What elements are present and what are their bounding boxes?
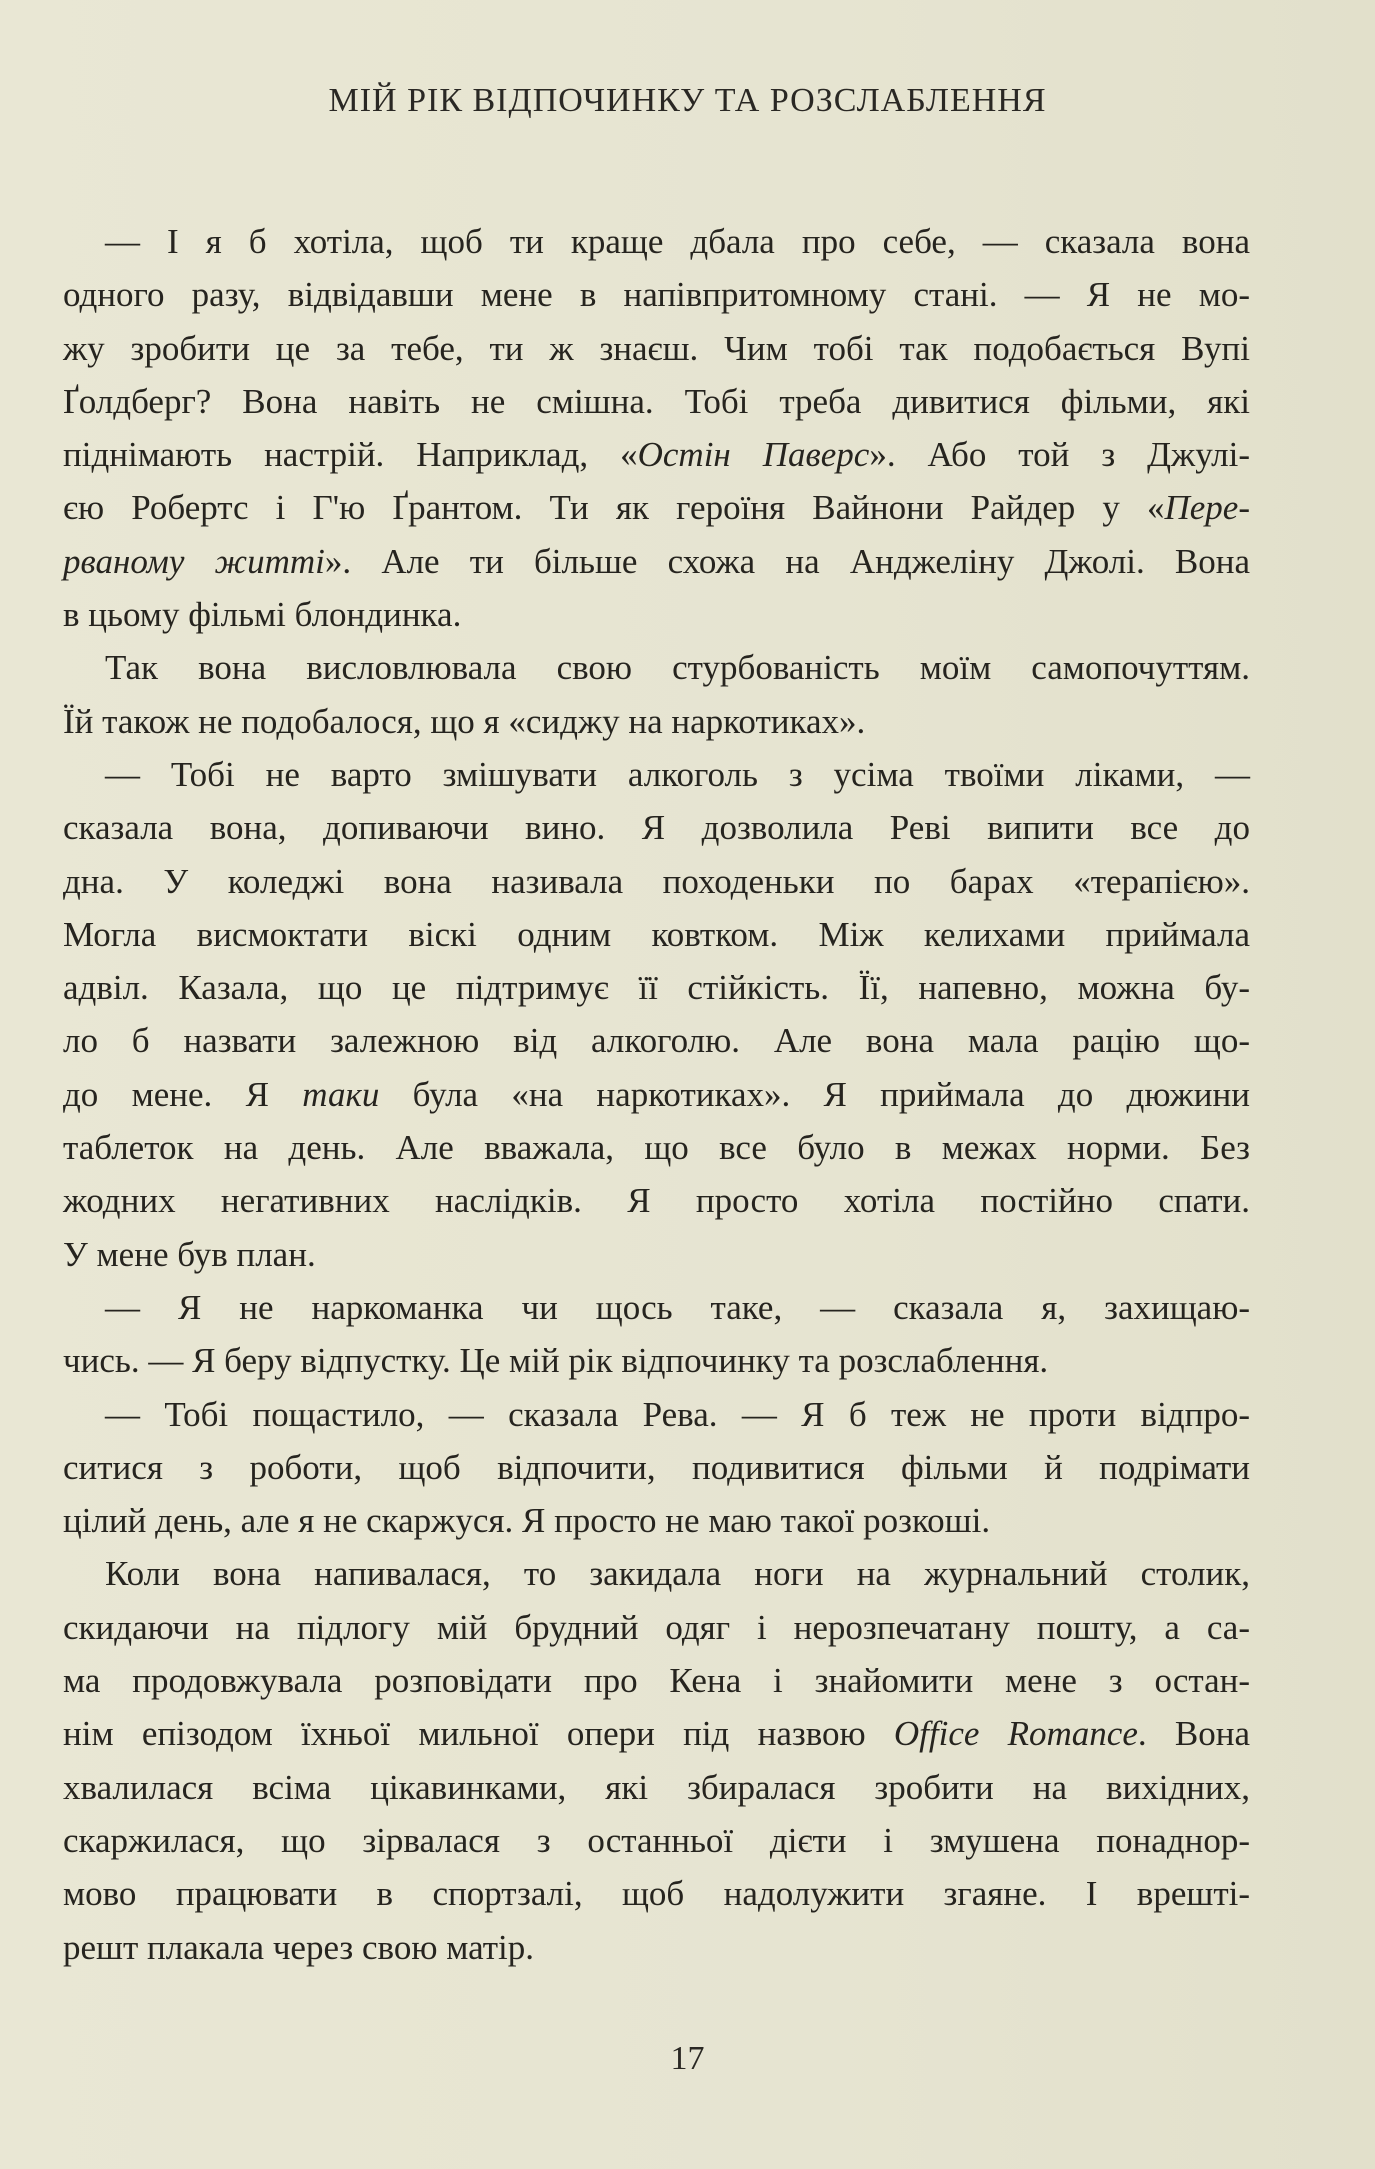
text-line: чись. — Я беру відпустку. Це мій рік відпочинку та розслаблення. xyxy=(63,1341,1049,1381)
text-line: мово працювати в спортзалі, щоб надолужити згаяне. І врешті- xyxy=(63,1874,1250,1914)
page-number: 17 xyxy=(670,2040,705,2077)
text-line: Так вона висловлювала свою стурбованість моїм самопочуттям. xyxy=(105,648,1250,688)
text-line: скидаючи на підлогу мій брудний одяг і нерозпечатану пошту, а са- xyxy=(63,1607,1250,1647)
text-line: Могла висмоктати віскі одним ковтком. Між келихами приймала xyxy=(63,914,1250,954)
text-run: до мене. Я xyxy=(63,1074,303,1114)
text-line xyxy=(63,535,1250,588)
text-line: сказала вона, допиваючи вино. Я дозволила Реві випити все до xyxy=(63,808,1250,848)
text-run: була «на наркотиках». Я приймала до дюжини xyxy=(379,1074,1250,1114)
text-line xyxy=(63,1068,1250,1121)
text-line xyxy=(63,428,1250,481)
text-line: Їй також не подобалося, що я «сиджу на наркотиках». xyxy=(63,701,866,741)
text-line: цілий день, але я не скаржуся. Я просто не маю такої розкоші. xyxy=(63,1501,991,1541)
italic-title: рваному житті xyxy=(63,541,325,581)
text-line: — Тобі пощастило, — сказала Рева. — Я б теж не проти відпро- xyxy=(105,1394,1250,1434)
text-line: одного разу, відвідавши мене в напівпритомному стані. — Я не мо- xyxy=(63,275,1250,315)
italic-word: таки xyxy=(302,1074,380,1114)
text-run: нім епізодом їхньої мильної опери під назвою xyxy=(63,1714,894,1754)
italic-title: Пере- xyxy=(1164,488,1250,528)
text-line: ло б назвати залежною від алкоголю. Але вона мала рацію що- xyxy=(63,1021,1250,1061)
italic-title: Остін Паверс xyxy=(637,435,870,475)
italic-title: Office Romance xyxy=(893,1714,1138,1754)
text-line: дна. У коледжі вона називала походеньки по барах «терапією». xyxy=(63,861,1250,901)
text-line: таблеток на день. Але вважала, що все було в межах норми. Без xyxy=(63,1128,1250,1168)
text-line: — І я б хотіла, щоб ти краще дбала про себе, — сказала вона xyxy=(105,222,1250,261)
text-line: адвіл. Казала, що це підтримує її стійкість. Її, напевно, можна бу- xyxy=(63,968,1250,1008)
text-line: — Я не наркоманка чи щось таке, — сказала я, захищаю- xyxy=(105,1287,1250,1327)
text-line: в цьому фільмі блондинка. xyxy=(63,595,462,635)
text-line: хвалилася всіма цікавинками, які збиралася зробити на вихідних, xyxy=(63,1767,1250,1807)
text-line: ма продовжувала розповідати про Кена і знайомити мене з остан- xyxy=(63,1661,1250,1701)
text-line: У мене був план. xyxy=(63,1234,316,1274)
text-run: ». Або той з Джулі- xyxy=(869,435,1250,475)
text-run: . Вона xyxy=(1137,1714,1250,1754)
text-run: піднімають настрій. Наприклад, « xyxy=(63,435,638,475)
text-run: ». Але ти більше схожа на Анджеліну Джолі. Вона xyxy=(324,541,1250,581)
text-line: ситися з роботи, щоб відпочити, подивитися фільми й подрімати xyxy=(63,1447,1250,1487)
text-line: жу зробити це за тебе, ти ж знаєш. Чим тобі так подобається Вупі xyxy=(63,328,1250,368)
text-line xyxy=(63,1707,1250,1760)
text-line xyxy=(63,481,1250,534)
text-line: Коли вона напивалася, то закидала ноги на журнальний столик, xyxy=(105,1554,1250,1594)
text-line: — Тобі не варто змішувати алкоголь з усіма твоїми ліками, — xyxy=(105,754,1250,794)
text-line: жодних негативних наслідків. Я просто хотіла постійно спати. xyxy=(63,1181,1250,1221)
text-line: Ґолдберг? Вона навіть не смішна. Тобі треба дивитися фільми, які xyxy=(63,381,1250,421)
text-line: решт плакала через свою матір. xyxy=(63,1927,535,1967)
body-text xyxy=(63,215,1250,1974)
text-run: єю Робертс і Г'ю Ґрантом. Ти як героїня Вайнони Райдер у « xyxy=(63,488,1165,528)
text-line: скаржилася, що зірвалася з останньої дієти і змушена понаднор- xyxy=(63,1820,1250,1860)
running-header: МІЙ РІК ВІДПОЧИНКУ ТА РОЗСЛАБЛЕННЯ xyxy=(328,82,1047,119)
